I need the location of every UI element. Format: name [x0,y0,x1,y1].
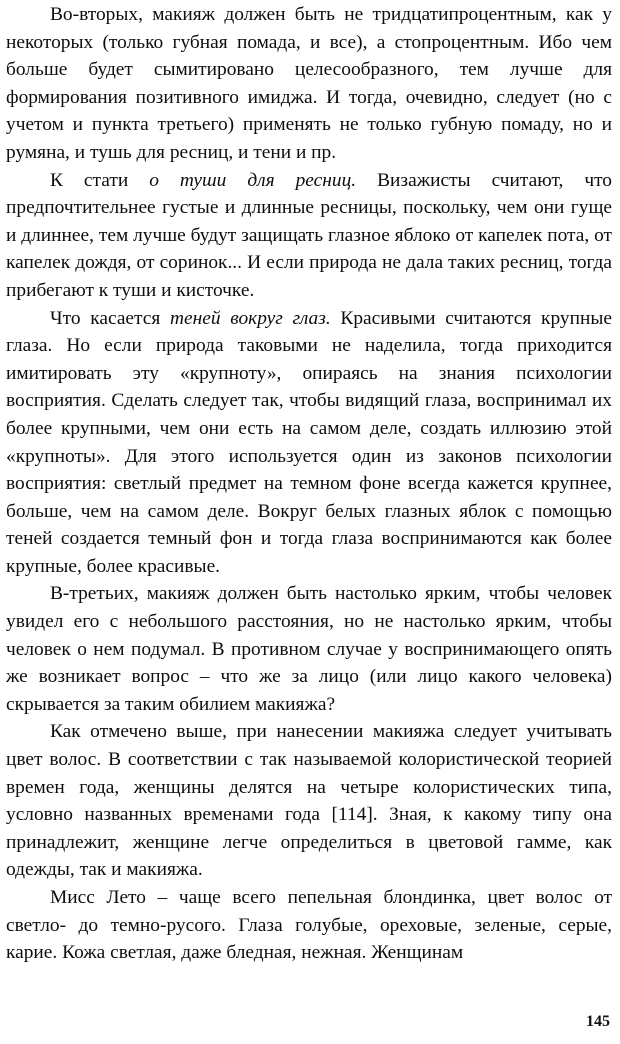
body-text [6,1,612,967]
text-run: Мисс Лето – чаще всего пепельная блондинка, цвет волос от светло- до темно-русого. Глаза голубые, ореховые, зеленые, серые, карие. Кожа светлая, даже бледная, нежная. Женщинам [6,887,612,964]
paragraph-6 [6,884,612,967]
text-run: К стати [50,169,150,191]
emphasis-text: о туши для ресниц. [149,169,357,191]
text-run: Как отмечено выше, при нанесении макияжа следует учитывать цвет волос. В соответствии с так называемой колористической теорией времен года, женщины делятся на четыре колористических типа, условно названных временами года [114]. Зная, к какому типу она принадлежит, женщине легче определиться в цветовой гамме, как одежды, так и макияжа. [6,721,612,881]
text-run: Визажисты считают, что предпочтительнее густые и длинные ресницы, поскольку, чем они гуще и длиннее, тем лучше будут защищать глазное яблоко от капелек пота, от капелек дождя, от соринок... И если природа не дала таких ресниц, тогда прибегают к туши и кисточке. [6,169,612,301]
text-run: В-третьих, макияж должен быть настолько ярким, чтобы человек увидел его с небольшого расстояния, но не настолько ярким, чтобы человек о нем подумал. В противном случае у воспринимающего опять же возникает вопрос – что же за лицо (или лицо какого человека) скрывается за таким обилием макияжа? [6,583,612,715]
text-run: Что касается [50,307,171,329]
text-run: Во-вторых, макияж должен быть не тридцатипроцентным, как у некоторых (только губная помада, и все), а стопроцентным. Ибо чем больше будет сымитировано целесообразного, тем лучше для формирования позитивного имиджа. И тогда, очевидно, следует (но с учетом и пункта третьего) применять не только губную помаду, но и румяна, и тушь для ресниц, и тени и пр. [6,4,612,163]
emphasis-text: теней вокруг глаз. [170,307,331,329]
page-number: 145 [586,1013,610,1031]
paragraph-4 [6,580,612,718]
paragraph-5 [6,718,612,884]
paragraph-1 [6,1,612,167]
paragraph-2 [6,167,612,305]
text-run: Красивыми считаются крупные глаза. Но если природа таковыми не наделила, тогда приходится имитировать эту «крупноту», опираясь на знания психологии восприятия. Сделать следует так, чтобы видящий глаза, воспринимал их более крупными, чем они есть на самом деле, создать иллюзию этой «крупноты». Для этого используется один из законов психологии восприятия: светлый предмет на темном фоне всегда кажется крупнее, больше, чем на самом деле. Вокруг белых глазных яблок с помощью теней создается темный фон и тогда глаза воспринимаются как более крупные, более красивые. [6,307,612,577]
paragraph-3 [6,305,612,581]
